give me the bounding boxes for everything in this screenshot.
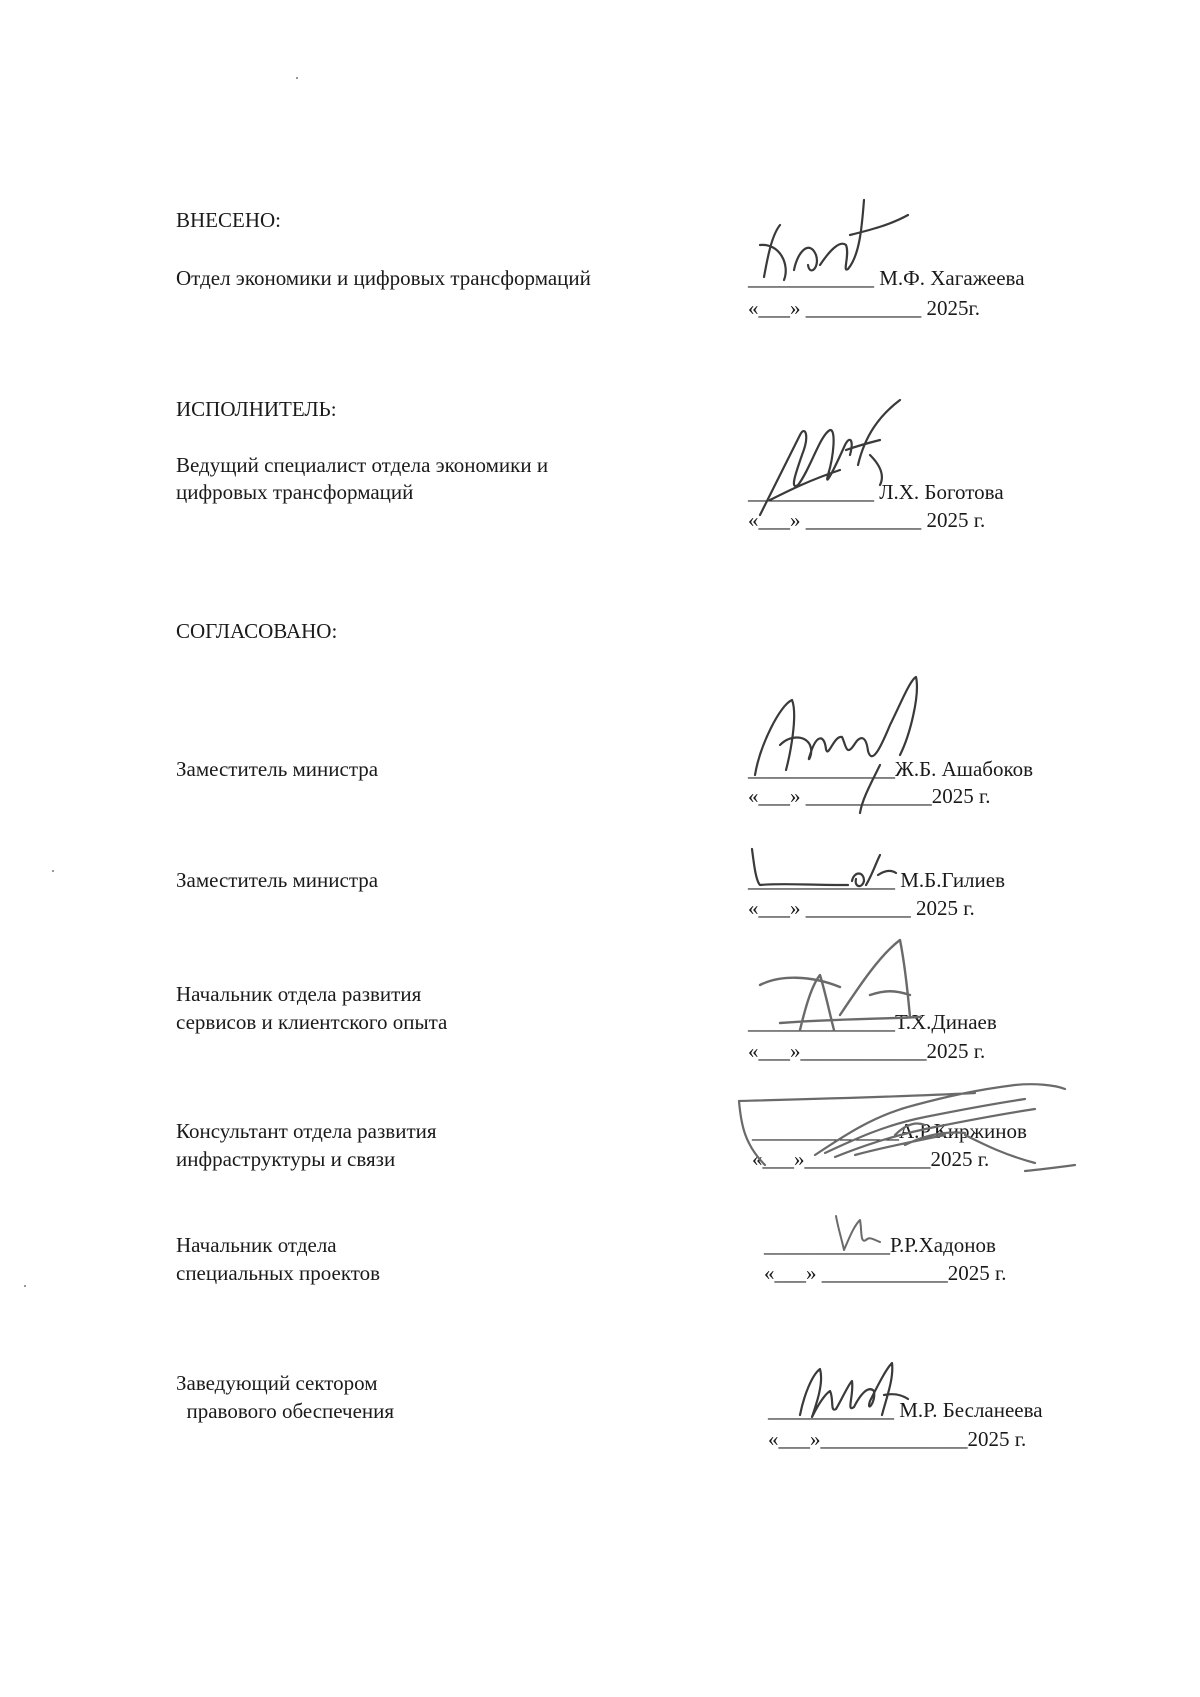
approver-sign-line: ______________Ж.Б. Ашабоков (748, 757, 1034, 781)
signature-giliev (748, 845, 928, 895)
approver-sign-line: ______________Т.Х.Динаев (748, 1010, 997, 1034)
approver-position-line1: Заведующий сектором (176, 1371, 378, 1395)
approver-position-line1: Консультант отдела развития (176, 1119, 437, 1143)
scan-speck (52, 870, 54, 872)
executor-sign-line: ____________ Л.Х. Боготова (748, 480, 1004, 504)
submitted-heading: ВНЕСЕНО: (176, 208, 281, 232)
executor-position-line2: цифровых трансформаций (176, 480, 414, 504)
approver-date-line: «___»____________2025 г. (748, 1039, 986, 1063)
approver-position-line2: сервисов и клиентского опыта (176, 1010, 448, 1034)
approver-sign-line: ____________ М.Р. Бесланеева (768, 1398, 1043, 1422)
approver-position-line1: Начальник отдела развития (176, 982, 422, 1006)
scan-speck (24, 1285, 26, 1287)
executor-heading: ИСПОЛНИТЕЛЬ: (176, 397, 337, 421)
signature-khadonov (830, 1210, 910, 1260)
approver-position: Заместитель министра (176, 868, 379, 892)
scan-speck (296, 77, 298, 79)
approver-date-line: «___» ____________2025 г. (764, 1261, 1007, 1285)
signature-dinaev (750, 935, 930, 1035)
submitted-position: Отдел экономики и цифровых трансформаций (176, 266, 591, 290)
approver-position-line1: Начальник отдела (176, 1233, 337, 1257)
submitted-sign-line: ____________ М.Ф. Хагажеева (748, 266, 1025, 290)
approver-sign-line: ______________А.Р.Киржинов (752, 1119, 1027, 1143)
submitted-date-line: «___» ___________ 2025г. (748, 296, 980, 320)
approver-date-line: «___» ____________2025 г. (748, 784, 991, 808)
approver-position-line2: специальных проектов (176, 1261, 381, 1285)
signature-ashabokov (750, 675, 930, 815)
approver-sign-line: ____________Р.Р.Хадонов (764, 1233, 996, 1257)
agreed-heading: СОГЛАСОВАНО: (176, 619, 338, 643)
approver-date-line: «___»______________2025 г. (768, 1427, 1027, 1451)
executor-position-line1: Ведущий специалист отдела экономики и (176, 453, 549, 477)
signature-bogotova (750, 395, 930, 525)
approver-position: Заместитель министра (176, 757, 379, 781)
signature-khagazheeva (750, 195, 910, 295)
approver-sign-line: ______________ М.Б.Гилиев (748, 868, 1006, 892)
signature-kirzhinov (735, 1075, 1075, 1175)
approver-position-line2: инфраструктуры и связи (176, 1147, 396, 1171)
approver-date-line: «___» __________ 2025 г. (748, 896, 975, 920)
approver-date-line: «___»____________2025 г. (752, 1147, 990, 1171)
signature-beslaneeva (790, 1355, 930, 1425)
approver-position-line2: правового обеспечения (176, 1399, 395, 1423)
executor-date-line: «___» ___________ 2025 г. (748, 508, 986, 532)
